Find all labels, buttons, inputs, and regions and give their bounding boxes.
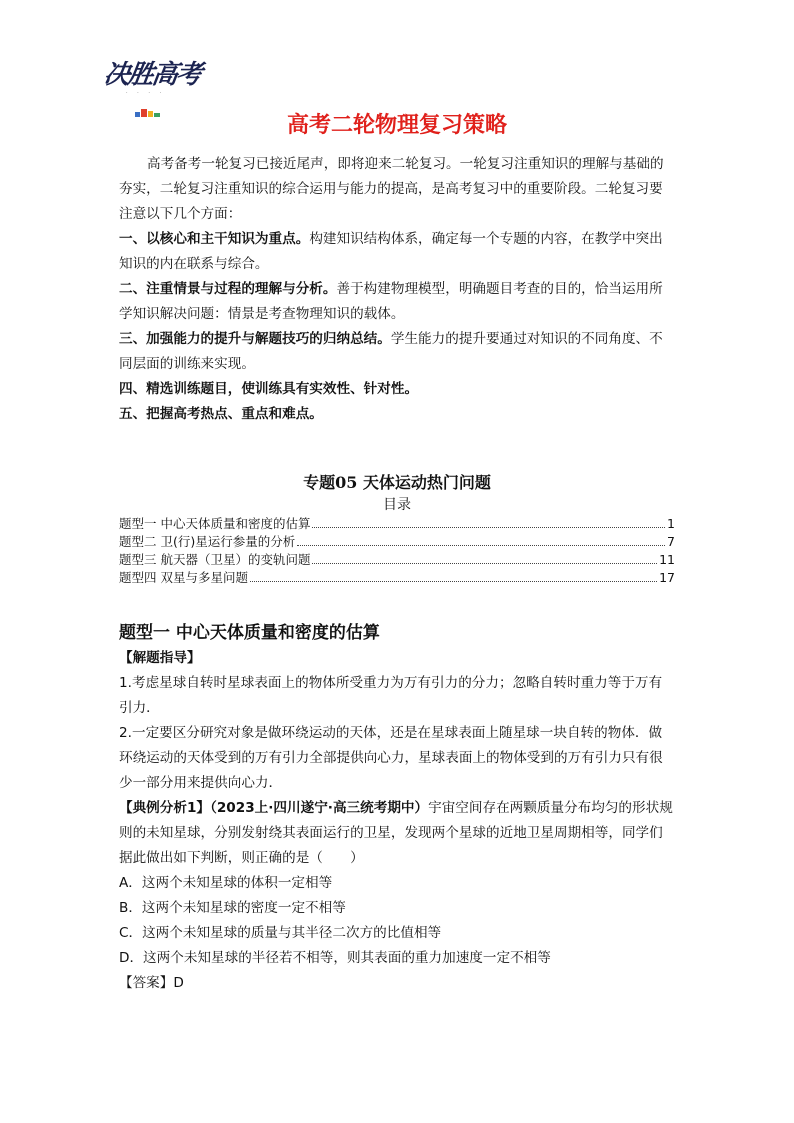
- intro-block: [119, 152, 675, 427]
- option-a: A．这两个未知星球的体积一定相等: [119, 875, 333, 891]
- section-body: [119, 646, 675, 996]
- option-c: C．这两个未知星球的质量与其半径二次方的比值相等: [119, 925, 442, 941]
- toc-item[interactable]: 题型四 双星与多星问题 17: [119, 570, 675, 585]
- option-b: B．这两个未知星球的密度一定不相等: [119, 900, 346, 916]
- strategy-point: 一、以核心和主干知识为重点。构建知识结构体系，确定每一个专题的内容，在教学中突出知识的内在联系与综合。: [119, 231, 663, 272]
- page-title: 高考二轮物理复习策略: [286, 113, 507, 138]
- toc-item[interactable]: 题型一 中心天体质量和密度的估算 1: [119, 516, 675, 531]
- section-title: 题型一 中心天体质量和密度的估算: [119, 623, 380, 643]
- toc-item[interactable]: 题型三 航天器（卫星）的变轨问题 11: [119, 552, 675, 567]
- strategy-point: 二、注重情景与过程的理解与分析。善于构建物理模型，明确题目考查的目的，恰当运用所学知识解决问题：情景是考查物理知识的载体。: [119, 281, 663, 322]
- toc-heading: 目录: [383, 497, 411, 513]
- strategy-point: 四、精选训练题目，使训练具有实效性、针对性。: [119, 381, 419, 397]
- guide-label: 【解题指导】: [119, 650, 201, 666]
- guide-point: 2.一定要区分研究对象是做环绕运动的天体，还是在星球表面上随星球一块自转的物体．做环绕运动的天体受到的万有引力全部提供向心力，星球表面上的物体受到的万有引力只有很少一部分用来提供向心力．: [119, 725, 663, 791]
- strategy-point: 三、加强能力的提升与解题技巧的归纳总结。学生能力的提升要通过对知识的不同角度、不同层面的训练来实现。: [119, 331, 663, 372]
- option-d: D．这两个未知星球的半径若不相等，则其表面的重力加速度一定不相等: [119, 950, 551, 966]
- example-question: 【典例分析1】（2023上·四川遂宁·高三统考期中）宇宙空间存在两颗质量分布均匀的形状规则的未知星球，分别发射绕其表面运行的卫星，发现两个星球的近地卫星周期相等，同学们据此做出如下判断，则正确的是（ ）: [119, 800, 673, 866]
- intro-paragraph: 高考备考一轮复习已接近尾声，即将迎来二轮复习。一轮复习注重知识的理解与基础的夯实，二轮复习注重知识的综合运用与能力的提高，是高考复习中的重要阶段。二轮复习要注意以下几个方面：: [119, 156, 664, 222]
- logo-text: 决胜高考: [101, 60, 203, 90]
- logo-subtext: · · · ·: [126, 90, 166, 96]
- table-of-contents: [119, 514, 675, 586]
- answer: 【答案】D: [119, 975, 184, 991]
- toc-item[interactable]: 题型二 卫(行)星运行参量的分析 7: [119, 534, 675, 549]
- topic-title: 专题05 天体运动热门问题: [303, 473, 491, 492]
- strategy-point: 五、把握高考热点、重点和难点。: [119, 406, 323, 422]
- guide-point: 1.考虑星球自转时星球表面上的物体所受重力为万有引力的分力；忽略自转时重力等于万有引力．: [119, 675, 663, 716]
